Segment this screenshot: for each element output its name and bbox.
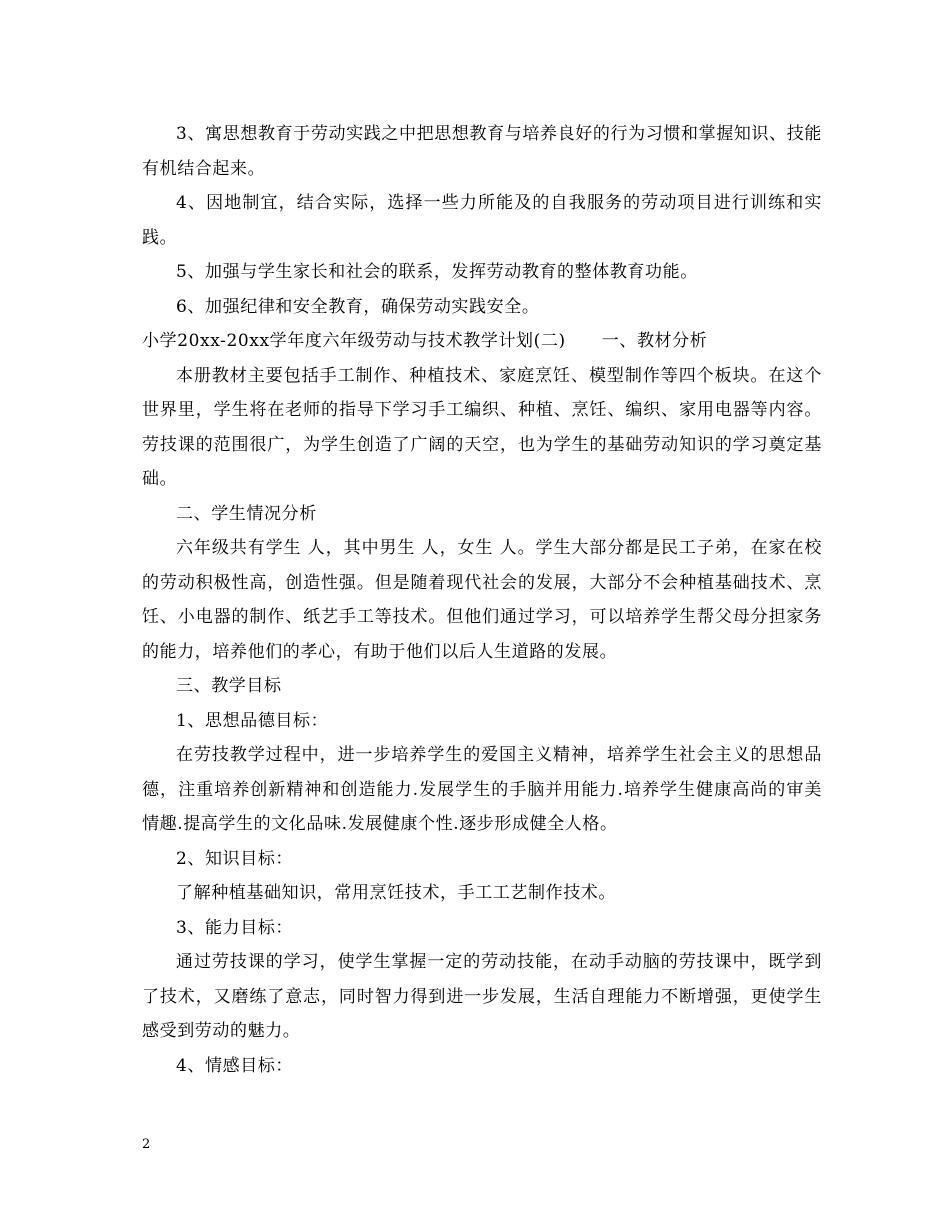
section-title-line: 小学20xx-20xx学年度六年级劳动与技术教学计划(二) 一、教材分析 <box>142 331 708 351</box>
paragraph: 了解种植基础知识，常用烹饪技术，手工工艺制作技术。 <box>176 883 616 903</box>
document-body <box>142 117 822 1083</box>
paragraph: 6、加强纪律和安全教育，确保劳动实践安全。 <box>176 296 540 317</box>
section-heading: 三、教学目标 <box>176 676 282 696</box>
paragraph: 4、因地制宜，结合实际，选择一些力所能及的自我服务的劳动项目进行训练和实践。 <box>142 193 822 248</box>
subsection-heading: 1、思想品德目标： <box>176 710 329 731</box>
paragraph: 六年级共有学生 人，其中男生 人，女生 人。学生大部分都是民工子弟，在家在校的劳动积极性高，创造性强。但是随着现代社会的发展，大部分不会种植基础技术、烹饪、小电器的制作、纸艺手工等技术。但他们通过学习，可以培养学生帮父母分担家务的能力，培养他们的孝心，有助于他们以后人生道路的发展。 <box>142 538 822 662</box>
paragraph: 本册教材主要包括手工制作、种植技术、家庭烹饪、模型制作等四个板块。在这个世界里，学生将在老师的指导下学习手工编织、种植、烹饪、编织、家用电器等内容。劳技课的范围很广，为学生创造了广阔的天空，也为学生的基础劳动知识的学习奠定基础。 <box>142 365 822 489</box>
subsection-heading: 2、知识目标： <box>176 848 294 869</box>
subsection-heading: 4、情感目标： <box>176 1055 294 1076</box>
paragraph: 通过劳技课的学习，使学生掌握一定的劳动技能，在动手动脑的劳技课中，既学到了技术，又磨练了意志，同时智力得到进一步发展，生活自理能力不断增强，更使学生感受到劳动的魅力。 <box>142 952 822 1041</box>
section-heading: 二、学生情况分析 <box>176 503 317 524</box>
paragraph: 在劳技教学过程中，进一步培养学生的爱国主义精神，培养学生社会主义的思想品德，注重培养创新精神和创造能力.发展学生的手脑并用能力.培养学生健康高尚的审美情趣.提高学生的文化品味.发展健康个性.逐步形成健全人格。 <box>142 745 822 834</box>
page-number: 2 <box>142 1137 151 1152</box>
paragraph: 3、寓思想教育于劳动实践之中把思想教育与培养良好的行为习惯和掌握知识、技能有机结合起来。 <box>142 124 822 179</box>
subsection-heading: 3、能力目标： <box>176 917 294 938</box>
paragraph: 5、加强与学生家长和社会的联系，发挥劳动教育的整体教育功能。 <box>176 262 698 282</box>
